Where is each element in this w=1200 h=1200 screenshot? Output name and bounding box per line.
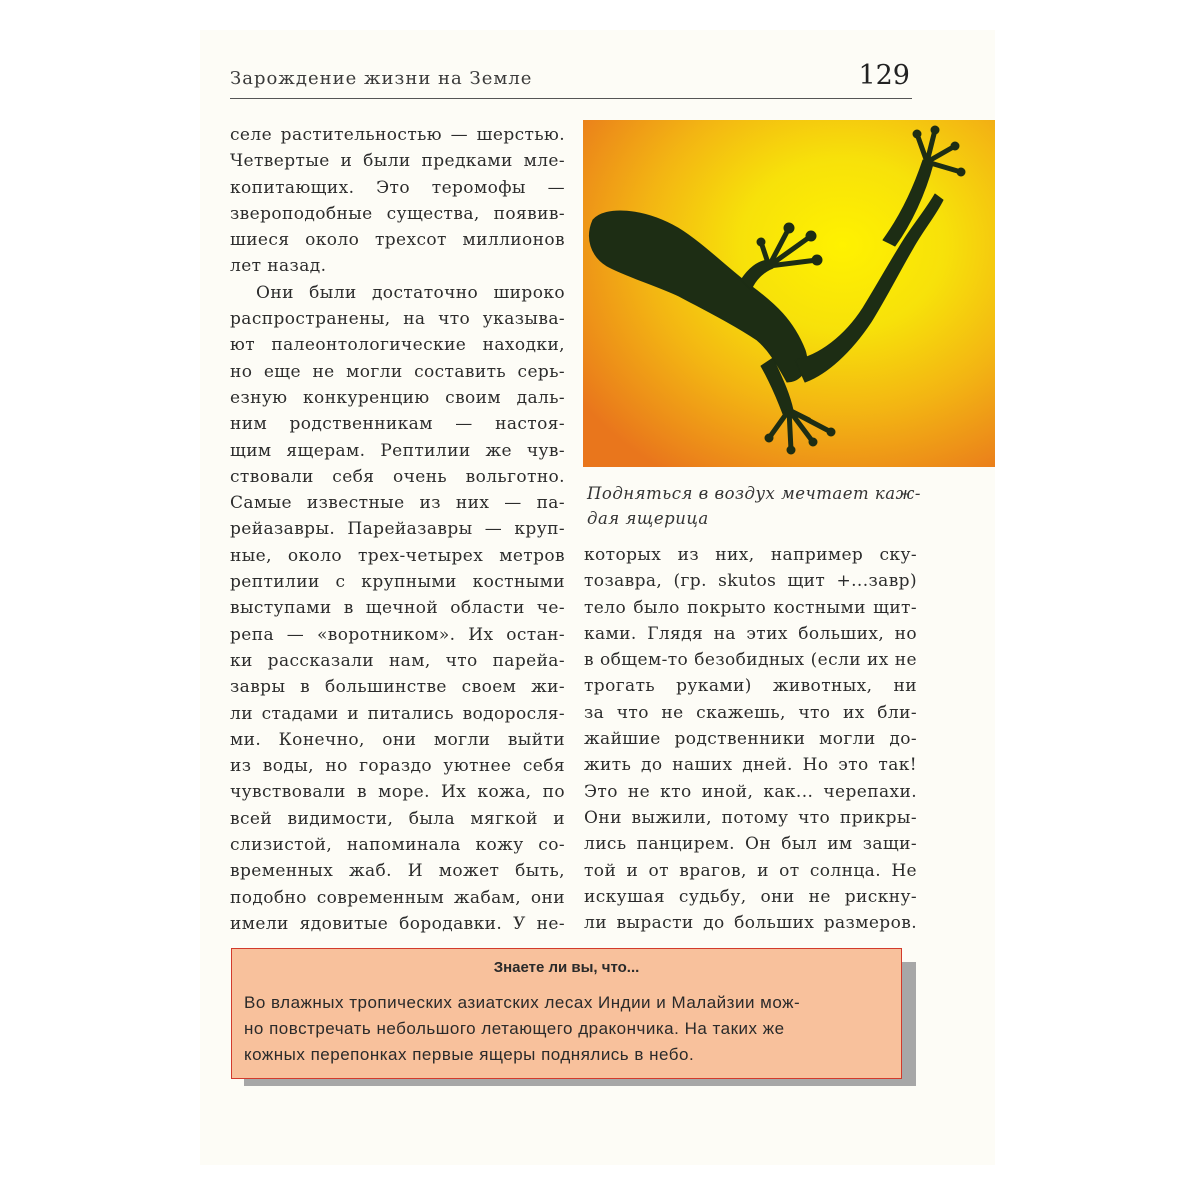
right-column-text	[584, 542, 917, 936]
text-line: но еще не могли составить серь-	[230, 361, 565, 382]
text-line: из воды, но гораздо уютнее себя	[230, 756, 565, 777]
chapter-title: Зарождение жизни на Земле	[230, 68, 533, 89]
info-box-line: кожных перепонках первые ящеры поднялись в небо.	[244, 1045, 695, 1064]
text-line: ли вырасти до больших размеров.	[584, 913, 917, 934]
text-line: имели ядовитые бородавки. У не-	[230, 913, 565, 934]
running-header	[230, 62, 912, 99]
text-line: Самые известные из них — па-	[230, 493, 565, 514]
text-line: подобно современным жабам, они	[230, 887, 565, 908]
text-line: всей видимости, была мягкой и	[230, 808, 565, 829]
text-line: рептилии с крупными костными	[230, 572, 565, 593]
text-line: распространены, на что указыва-	[230, 309, 565, 330]
text-line: жить до наших дней. Но это так!	[584, 755, 917, 776]
photo-caption	[587, 482, 921, 531]
text-line: тело было покрыто костными щит-	[584, 597, 917, 618]
gecko-photo	[583, 120, 995, 467]
text-line: искушая судьбу, они не рискну-	[584, 886, 917, 907]
text-line: лет назад.	[230, 256, 327, 277]
info-box-line: Во влажных тропических азиатских лесах Индии и Малайзии мож-	[244, 993, 801, 1012]
text-line: шиеся около трехсот миллионов	[230, 230, 565, 251]
page-number: 129	[858, 60, 910, 91]
text-line: которых из них, например ску-	[584, 545, 917, 565]
text-line: чувствовали в море. Их кожа, по	[230, 782, 565, 803]
text-line: Они выжили, потому что прикры-	[584, 807, 917, 828]
text-line: за что не скажешь, что их бли-	[584, 702, 917, 723]
caption-line: Подняться в воздух мечтает каж-	[587, 484, 921, 503]
text-line: езную конкуренцию своим даль-	[230, 387, 565, 408]
caption-line: дая ящерица	[587, 508, 709, 528]
text-line: выступами в щечной области че-	[230, 598, 565, 619]
text-line: слизистой, напоминала кожу со-	[230, 835, 565, 856]
text-line: селе растительностью — шерстью.	[230, 125, 565, 145]
info-box-body	[244, 990, 889, 1068]
text-line: ные, около трех-четырех метров	[230, 545, 565, 566]
text-line: тозавра, (гр. skutos щит +...завр)	[584, 571, 917, 592]
text-line: Это не кто иной, как... черепахи.	[584, 781, 917, 802]
text-line: рейазавры. Парейазавры — круп-	[230, 519, 565, 540]
text-line: жайшие родственники могли до-	[584, 729, 917, 750]
text-line: трогать руками) животных, ни	[584, 676, 917, 697]
text-line: щим ящерам. Рептилии же чув-	[230, 440, 565, 461]
text-line: ствовали себя очень вольготно.	[230, 466, 565, 487]
gecko-silhouette-icon	[583, 120, 995, 467]
text-line: ли стадами и питались водоросля-	[230, 703, 565, 724]
text-line: ками. Глядя на этих больших, но	[584, 623, 917, 644]
text-line: Они были достаточно широко	[256, 282, 565, 303]
text-line: завры в большинстве своем жи-	[230, 677, 565, 698]
info-box-line: но повстречать небольшого летающего дракончика. На таких же	[244, 1019, 785, 1038]
did-you-know-box	[231, 948, 902, 1079]
text-line: звероподобные существа, появив-	[230, 203, 565, 224]
text-line: лись панцирем. Он был им защи-	[584, 834, 917, 855]
text-line: Четвертые и были предками мле-	[230, 151, 565, 172]
text-line: ют палеонтологические находки,	[230, 335, 565, 356]
text-line: временных жаб. И может быть,	[230, 861, 565, 882]
text-line: в общем-то безобидных (если их не	[584, 650, 917, 671]
text-line: ним родственникам — настоя-	[230, 414, 565, 435]
info-box-title: Знаете ли вы, что...	[493, 959, 640, 976]
text-line: репа — «воротником». Их остан-	[230, 624, 565, 645]
text-line: копитающих. Это теромофы —	[230, 177, 565, 198]
text-line: той и от врагов, и от солнца. Не	[584, 860, 917, 881]
text-line: ки рассказали нам, что парейа-	[230, 650, 565, 671]
left-column-text	[230, 122, 565, 937]
text-line: ми. Конечно, они могли выйти	[230, 729, 565, 750]
